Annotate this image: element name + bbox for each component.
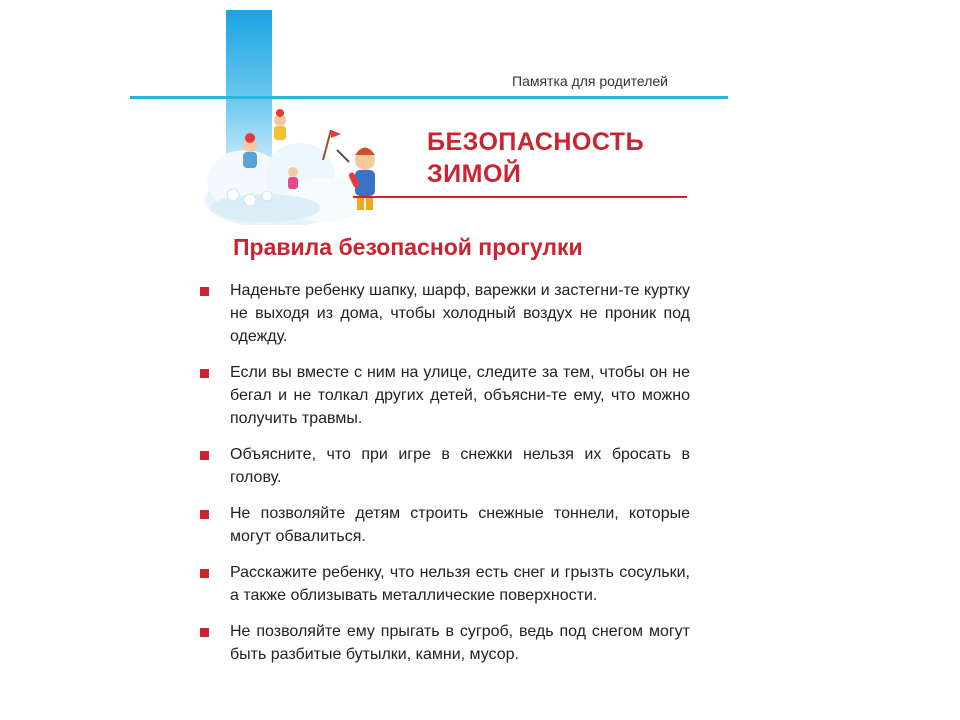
list-item bbox=[200, 443, 690, 489]
list-item bbox=[200, 361, 690, 430]
title-line-1: БЕЗОПАСНОСТЬ bbox=[427, 128, 645, 156]
page-title bbox=[427, 126, 644, 190]
rule-text: Не позволяйте ему прыгать в сугроб, ведь под снегом могут быть разбитые бутылки, камни, мусор. bbox=[230, 623, 690, 663]
bullet-square-icon bbox=[200, 569, 209, 578]
rules-list bbox=[200, 279, 690, 679]
bullet-square-icon bbox=[200, 628, 209, 637]
rule-text: Если вы вместе с ним на улице, следите за тем, чтобы он не бегал и не толкал других детей, объясни-те ему, что можно получить травмы. bbox=[230, 364, 690, 427]
rule-text: Объясните, что при игре в снежки нельзя их бросать в голову. bbox=[230, 446, 690, 486]
rules-heading: Правила безопасной прогулки bbox=[233, 234, 583, 260]
list-item bbox=[200, 502, 690, 548]
bullet-square-icon bbox=[200, 369, 209, 378]
list-item bbox=[200, 561, 690, 607]
bullet-square-icon bbox=[200, 451, 209, 460]
document-subtitle: Памятка для родителей bbox=[512, 73, 668, 89]
header-rule bbox=[130, 96, 728, 99]
title-line-2: ЗИМОЙ bbox=[427, 160, 522, 188]
title-underline bbox=[353, 196, 687, 198]
list-item bbox=[200, 620, 690, 666]
list-item bbox=[200, 279, 690, 348]
rule-text: Наденьте ребенку шапку, шарф, варежки и застегни-те куртку не выходя из дома, чтобы холодный воздух не проник под одежду. bbox=[230, 282, 690, 345]
bullet-square-icon bbox=[200, 510, 209, 519]
rule-text: Расскажите ребенку, что нельзя есть снег и грызть сосульки, а также облизывать металлические поверхности. bbox=[230, 564, 690, 604]
bullet-square-icon bbox=[200, 287, 209, 296]
winter-children-illustration bbox=[205, 100, 395, 225]
rule-text: Не позволяйте детям строить снежные тоннели, которые могут обвалиться. bbox=[230, 505, 690, 545]
